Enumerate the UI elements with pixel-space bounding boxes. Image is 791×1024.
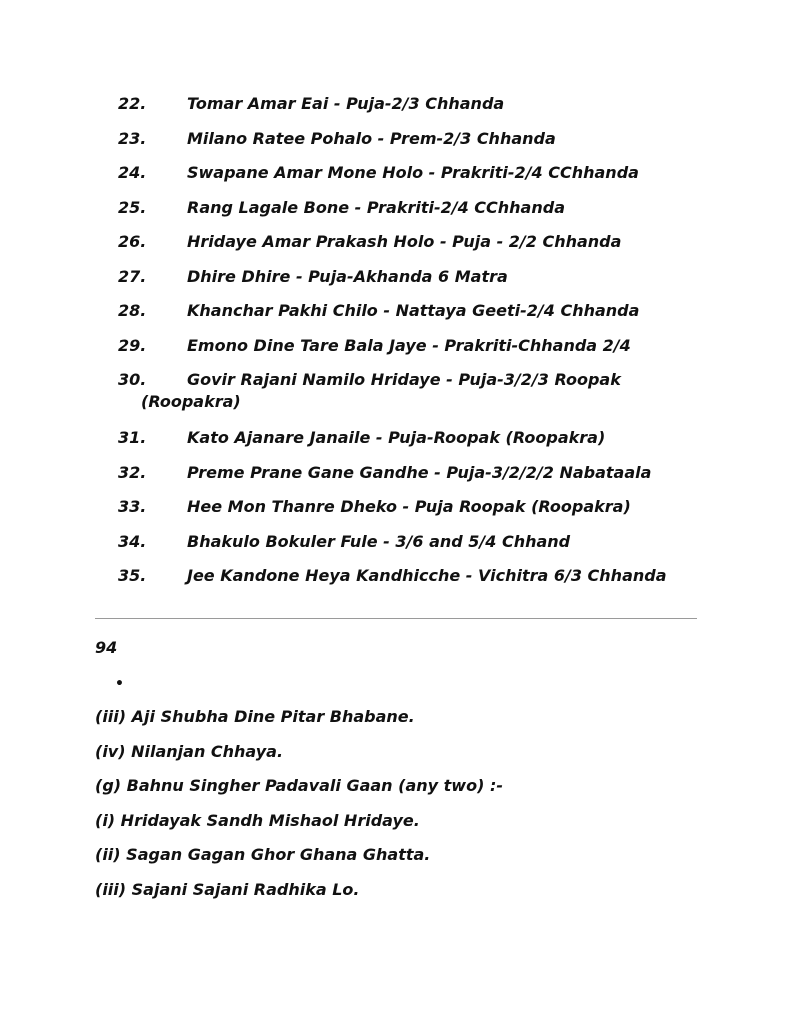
text-block [95, 706, 503, 913]
item-number: 30. [118, 370, 147, 389]
list-item [0, 531, 791, 566]
list-item [0, 335, 791, 370]
list-item [0, 462, 791, 497]
list-item [0, 128, 791, 163]
list-item [0, 231, 791, 266]
item-title: Milano Ratee Pohalo - Prem-2/3 Chhanda [187, 128, 556, 148]
item-number: 26. [118, 232, 147, 251]
text-line: (iii) Sajani Sajani Radhika Lo. [95, 879, 360, 899]
list-item [0, 369, 791, 427]
item-title: Govir Rajani Namilo Hridaye - Puja-3/2/3 Roopak [187, 370, 621, 389]
item-number: 34. [118, 531, 147, 551]
item-title: Emono Dine Tare Bala Jaye - Prakriti-Chhanda 2/4 [187, 335, 631, 355]
list-item [0, 496, 791, 531]
item-title: Preme Prane Gane Gandhe - Puja-3/2/2/2 Nabataala [187, 462, 652, 482]
list-item [0, 300, 791, 335]
list-item [0, 266, 791, 301]
item-title: Swapane Amar Mone Holo - Prakriti-2/4 CChhanda [187, 163, 639, 182]
item-number: 31. [118, 428, 147, 447]
item-number: 28. [118, 301, 147, 320]
text-line: (iv) Nilanjan Chhaya. [95, 741, 284, 761]
item-title: Hee Mon Thanre Dheko - Puja Roopak (Roopakra) [187, 497, 631, 516]
item-number: 25. [118, 197, 147, 217]
item-number: 32. [118, 462, 147, 482]
item-title: Kato Ajanare Janaile - Puja-Roopak (Roopakra) [187, 428, 606, 447]
list-item [0, 427, 791, 462]
page-number: 94 [95, 638, 118, 657]
item-number: 22. [118, 94, 147, 113]
list-item [0, 197, 791, 232]
list-item [0, 565, 791, 600]
list-item [0, 162, 791, 197]
item-title: Jee Kandone Heya Kandhicche - Vichitra 6/3 Chhanda [187, 566, 667, 585]
item-number: 23. [118, 128, 147, 148]
section-heading: (g) Bahnu Singher Padavali Gaan (any two) :- [95, 776, 503, 795]
item-number: 35. [118, 566, 147, 585]
item-number: 29. [118, 335, 147, 355]
item-title: Bhakulo Bokuler Fule - 3/6 and 5/4 Chhand [187, 531, 571, 551]
bullet-marker: • [115, 676, 124, 692]
item-number: 24. [118, 163, 147, 182]
page-divider [95, 618, 697, 619]
item-number: 33. [118, 497, 147, 516]
item-title: Tomar Amar Eai - Puja-2/3 Chhanda [187, 94, 505, 113]
item-title: Hridaye Amar Prakash Holo - Puja - 2/2 Chhanda [187, 232, 622, 251]
song-list [0, 93, 791, 600]
text-line: (i) Hridayak Sandh Mishaol Hridaye. [95, 810, 420, 830]
list-item [0, 93, 791, 128]
item-title: Dhire Dhire - Puja-Akhanda 6 Matra [187, 266, 508, 286]
item-title: Rang Lagale Bone - Prakriti-2/4 CChhanda [187, 197, 565, 217]
item-number: 27. [118, 266, 147, 286]
text-line: (iii) Aji Shubha Dine Pitar Bhabane. [95, 707, 415, 726]
item-title-continuation: (Roopakra) [141, 392, 241, 411]
text-line: (ii) Sagan Gagan Ghor Ghana Ghatta. [95, 845, 431, 864]
item-title: Khanchar Pakhi Chilo - Nattaya Geeti-2/4 Chhanda [187, 301, 640, 320]
